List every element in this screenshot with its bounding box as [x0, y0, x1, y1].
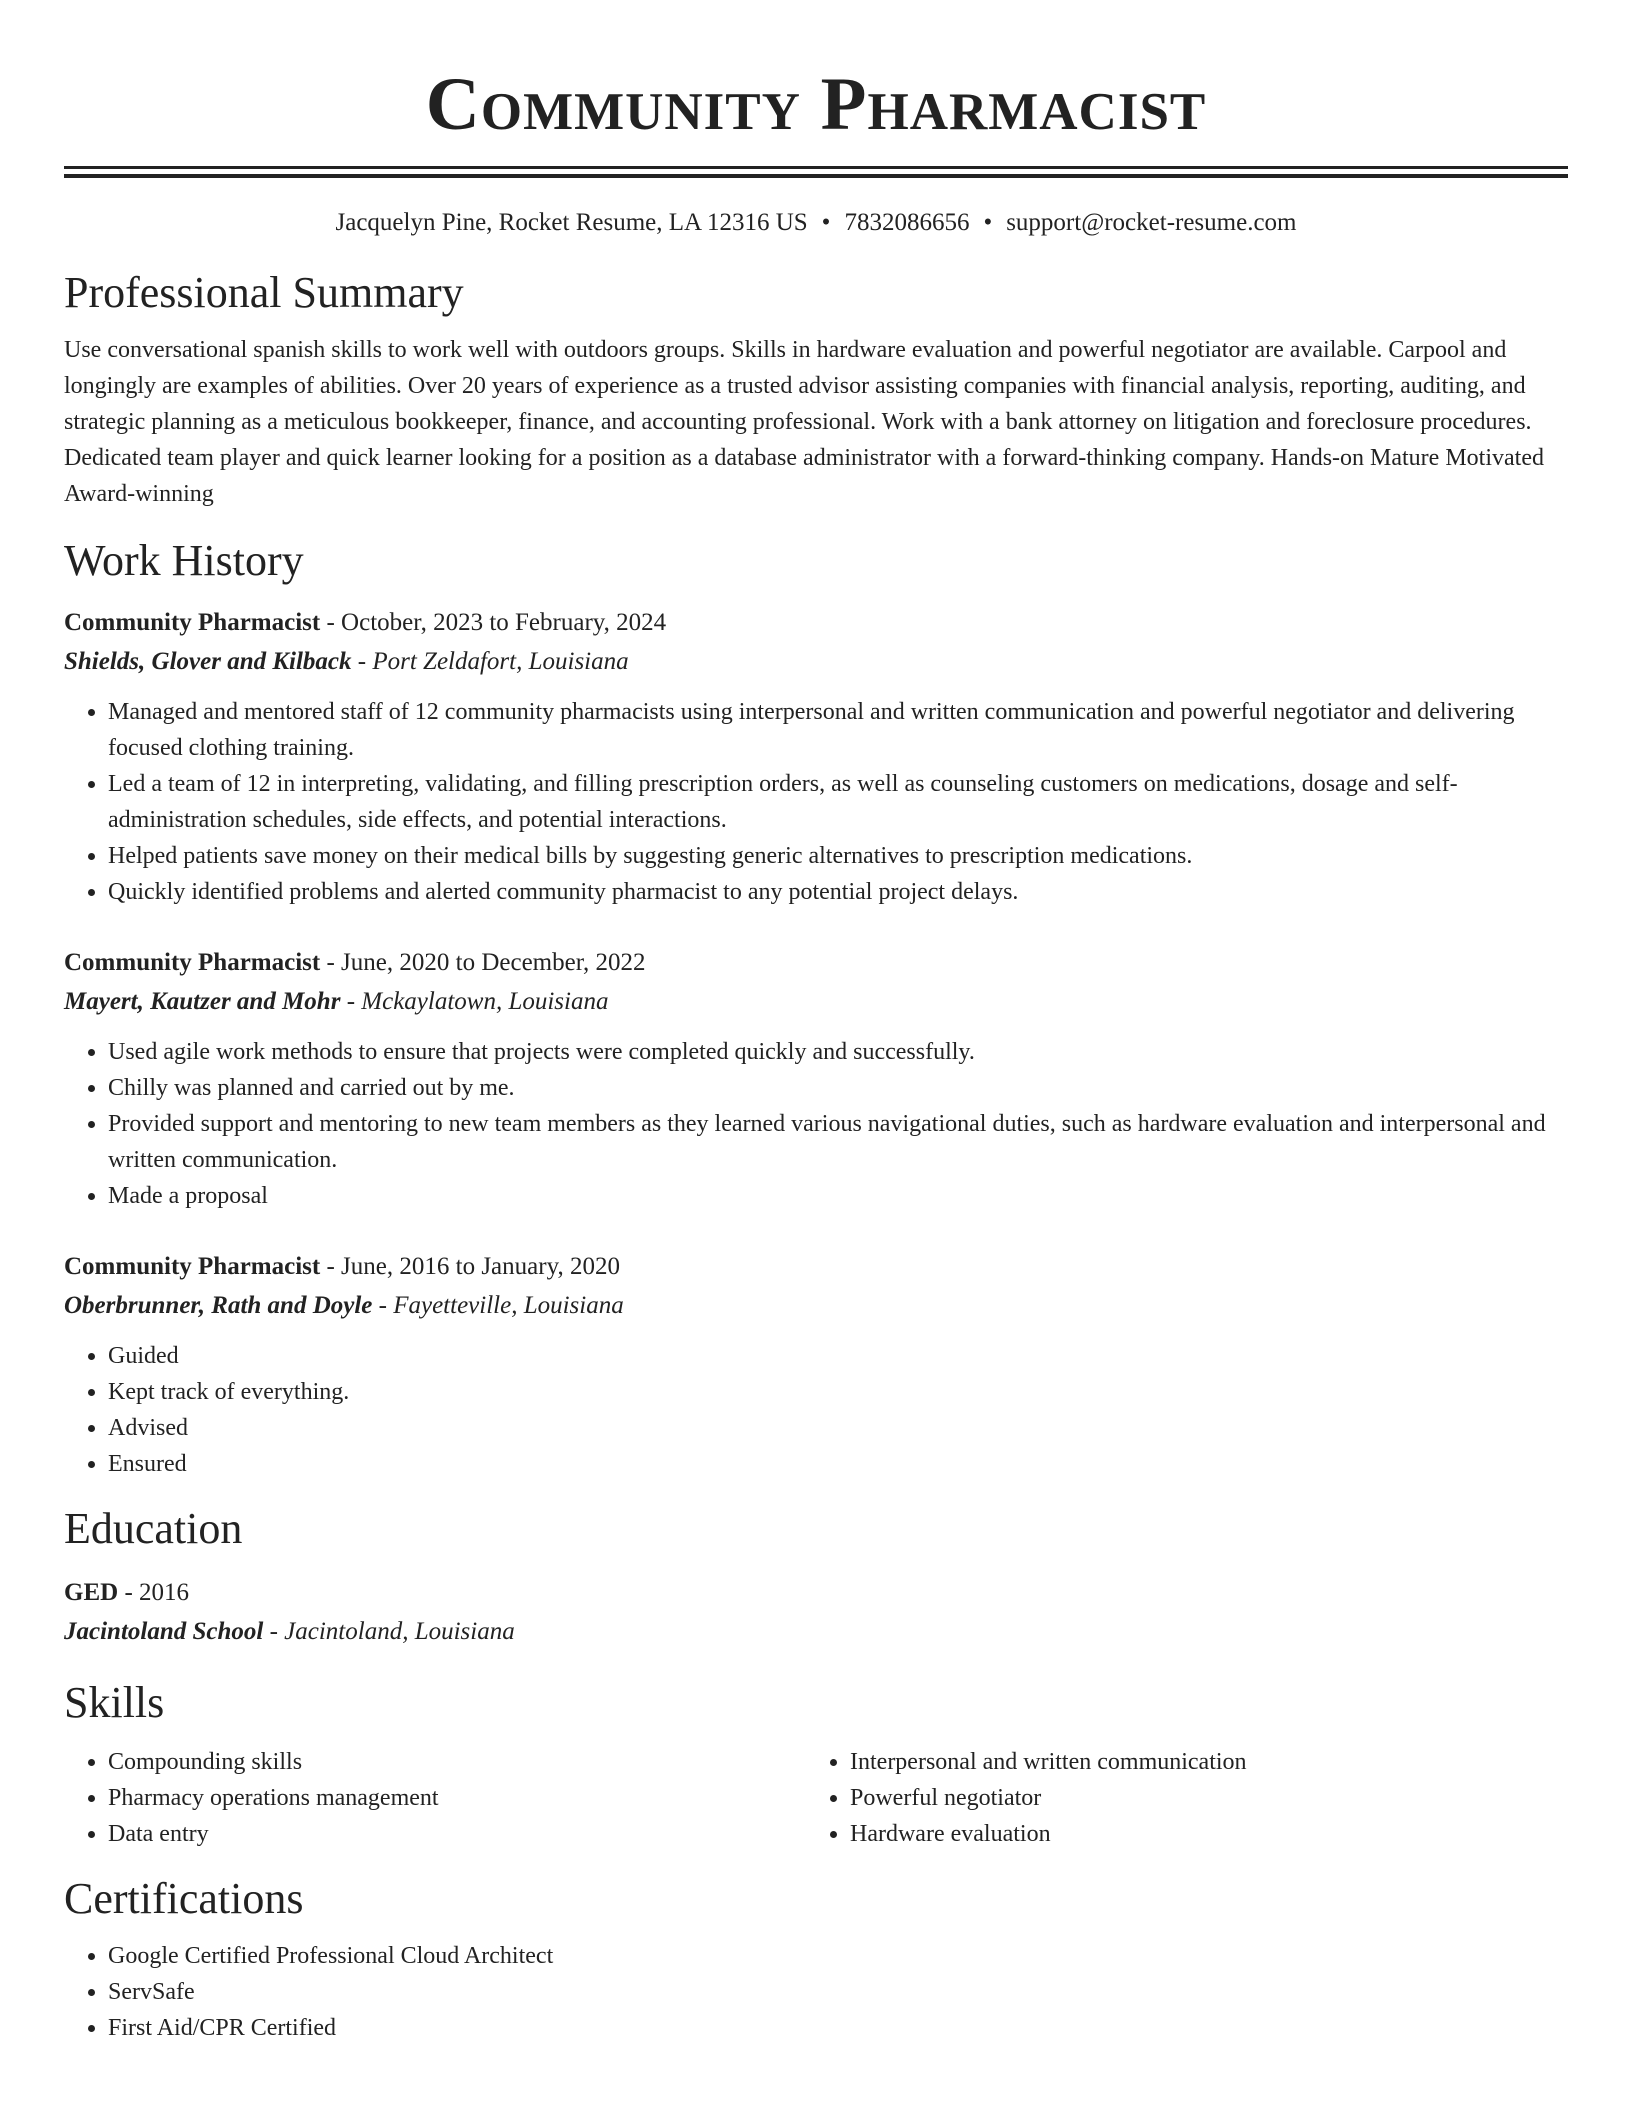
job-entry [64, 1248, 1568, 1482]
employer-location: - Port Zeldafort, Louisiana [351, 648, 629, 675]
job-duty: • Ensured [108, 1446, 1568, 1482]
contact-address: Jacquelyn Pine, Rocket Resume, LA 12316 US [335, 209, 808, 236]
skills-list-left [64, 1744, 806, 1852]
job-duty: • Used agile work methods to ensure that projects were completed quickly and successfully. [108, 1034, 1568, 1070]
skill-item: • Powerful negotiator [850, 1780, 1548, 1816]
certifications-list [64, 1938, 1568, 2046]
resume-page [64, 0, 1568, 2046]
contact-phone: 7832086656 [844, 209, 970, 236]
job-entry [64, 944, 1568, 1214]
skills-columns [64, 1744, 1568, 1852]
job-title-line [64, 1248, 1568, 1286]
employer-name: Oberbrunner, Rath and Doyle [64, 1292, 373, 1319]
degree-line [64, 1574, 1568, 1612]
job-entry [64, 604, 1568, 910]
job-dates: - June, 2020 to December, 2022 [320, 949, 646, 976]
contact-email: support@rocket-resume.com [1006, 209, 1297, 236]
education-entry [64, 1574, 1568, 1652]
job-title-line [64, 604, 1568, 642]
job-duty: • Provided support and mentoring to new team members as they learned various navigational duties, such as hardware evaluation and interpersonal and written communication. [108, 1106, 1568, 1178]
work-history-heading: Work History [64, 536, 304, 585]
employer-line [64, 642, 1568, 682]
summary-text: Use conversational spanish skills to work well with outdoors groups. Skills in hardware evaluation and powerful negotiator are available. Carpool and longingly are examples of abilities. Over 20 years of experience as a trusted advisor assisting companies with financial analysis, reporting, auditing, and strategic planning as a meticulous bookkeeper, finance, and accounting professional. Work with a bank attorney on litigation and foreclosure procedures. Dedicated team player and quick learner looking for a position as a database administrator with a forward-thinking company. Hands-on Mature Motivated Award-winning [64, 337, 1544, 507]
school-location: - Jacintoland, Louisiana [263, 1618, 515, 1645]
job-dates: - June, 2016 to January, 2020 [320, 1253, 620, 1280]
job-duty: • Made a proposal [108, 1178, 1568, 1214]
employer-name: Mayert, Kautzer and Mohr [64, 988, 341, 1015]
employer-line [64, 1286, 1568, 1326]
job-duty: • Quickly identified problems and alerted community pharmacist to any potential project delays. [108, 874, 1568, 910]
skills-heading: Skills [64, 1678, 165, 1727]
job-duty: • Kept track of everything. [108, 1374, 1568, 1410]
employer-location: - Mckaylatown, Louisiana [340, 988, 609, 1015]
certifications-heading: Certifications [64, 1874, 304, 1923]
skill-item: • Hardware evaluation [850, 1816, 1548, 1852]
job-duty: • Advised [108, 1410, 1568, 1446]
skill-item: • Pharmacy operations management [108, 1780, 806, 1816]
skill-item: • Data entry [108, 1816, 806, 1852]
employer-name: Shields, Glover and Kilback [64, 648, 352, 675]
job-title-line [64, 944, 1568, 982]
skills-list-right [806, 1744, 1548, 1852]
certification-item: • ServSafe [108, 1974, 1568, 2010]
resume-title: Community Pharmacist [425, 63, 1207, 146]
job-duty: • Helped patients save money on their medical bills by suggesting generic alternatives to prescription medications. [108, 838, 1568, 874]
degree-year: - 2016 [118, 1579, 190, 1606]
certification-item: • First Aid/CPR Certified [108, 2010, 1568, 2046]
school-name: Jacintoland School [64, 1618, 264, 1645]
job-duties-list [64, 1034, 1568, 1214]
title-double-rule [64, 166, 1568, 178]
education-heading: Education [64, 1504, 243, 1553]
job-duties-list [64, 1338, 1568, 1482]
job-dates: - October, 2023 to February, 2024 [320, 609, 667, 636]
degree-name: GED [64, 1579, 119, 1606]
employer-line [64, 982, 1568, 1022]
employer-location: - Fayetteville, Louisiana [372, 1292, 624, 1319]
skill-item: • Interpersonal and written communication [850, 1744, 1548, 1780]
job-duty: • Chilly was planned and carried out by me. [108, 1070, 1568, 1106]
job-title: Community Pharmacist [64, 1253, 321, 1280]
job-title: Community Pharmacist [64, 949, 321, 976]
contact-separator: • [983, 209, 993, 236]
job-duty: • Managed and mentored staff of 12 community pharmacists using interpersonal and written communication and powerful negotiator and delivering focused clothing training. [108, 694, 1568, 766]
job-duties-list [64, 694, 1568, 910]
contact-separator: • [821, 209, 831, 236]
school-line [64, 1612, 1568, 1652]
job-duty: • Led a team of 12 in interpreting, validating, and filling prescription orders, as well as counseling customers on medications, dosage and self-administration schedules, side effects, and potential interactions. [108, 766, 1568, 838]
job-duty: • Guided [108, 1338, 1568, 1374]
job-title: Community Pharmacist [64, 609, 321, 636]
certification-item: • Google Certified Professional Cloud Architect [108, 1938, 1568, 1974]
contact-line [64, 206, 1568, 240]
skill-item: • Compounding skills [108, 1744, 806, 1780]
summary-heading: Professional Summary [64, 268, 464, 317]
